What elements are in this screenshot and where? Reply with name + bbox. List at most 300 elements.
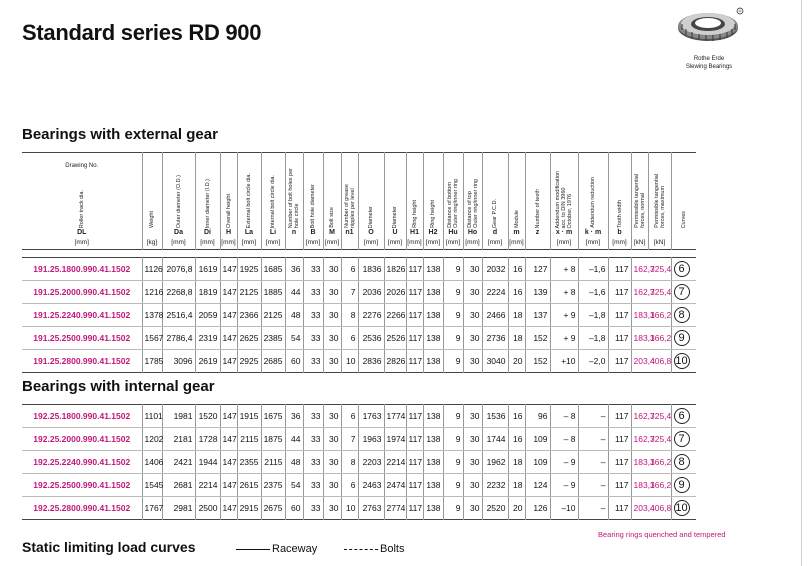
curve-cell [671, 428, 696, 451]
cell-ho: 30 [463, 497, 482, 520]
registered-mark: ® [738, 8, 742, 14]
cell-li: 1875 [261, 428, 285, 451]
cell-d: 2736 [482, 327, 508, 350]
cell-h: 147 [220, 350, 237, 373]
cell-xm: – 9 [550, 474, 578, 497]
cell-da: 2786,4 [162, 327, 195, 350]
cell-u: 1974 [384, 428, 406, 451]
curve-cell [671, 304, 696, 327]
header-symbol: H2 [428, 229, 438, 236]
header-desc: Weight [149, 210, 155, 228]
cell-li: 1685 [261, 258, 285, 281]
header-desc: Roller track dia. [78, 189, 85, 228]
header-unit: [mm] [465, 239, 480, 246]
tangential-force-cell [631, 350, 655, 373]
header-symbol: B [310, 229, 316, 236]
cell-xm: +10 [550, 350, 578, 373]
dashed-line-icon [344, 549, 378, 550]
header-desc: Addendum modification acc. to DIN 3960 October, 1976 [555, 170, 573, 228]
cell-la: 1915 [237, 405, 261, 428]
cell-u: 1826 [384, 258, 406, 281]
cell-u: 2474 [384, 474, 406, 497]
header-desc: Module [513, 209, 520, 228]
curve-number-badge: 8 [674, 454, 690, 470]
header-unit: [mm] [487, 239, 503, 246]
cell-m: 30 [323, 304, 341, 327]
cell-km: – [578, 405, 608, 428]
cell-kg: 1216 [142, 281, 162, 304]
table-row [22, 327, 696, 350]
table-row [22, 474, 696, 497]
cell-la: 2625 [237, 327, 261, 350]
cell-di: 2319 [195, 327, 220, 350]
cell-li: 2115 [261, 451, 285, 474]
cell-mod: 16 [508, 281, 525, 304]
table-row [22, 428, 696, 451]
legend-bolts [344, 543, 404, 555]
header-cell [578, 153, 608, 250]
header-unit: [mm] [363, 239, 379, 246]
cell-ho: 30 [463, 304, 482, 327]
tangential-force-max-cell [648, 405, 671, 428]
drawing-number-cell: 191.25.2800.990.41.1502 [22, 350, 142, 373]
header-unit: [mm] [265, 239, 281, 246]
header-desc: Distance of top Outer ring/inner ring [466, 179, 479, 228]
tangential-force-max-cell [648, 327, 671, 350]
cell-ho: 30 [463, 258, 482, 281]
cell-d: 1744 [482, 428, 508, 451]
cell-la: 2915 [237, 497, 261, 520]
cell-mod: 18 [508, 474, 525, 497]
cell-d: 1536 [482, 405, 508, 428]
cell-hu: 9 [443, 304, 463, 327]
cell-di: 2500 [195, 497, 220, 520]
cell-d: 2232 [482, 474, 508, 497]
cell-m: 30 [323, 350, 341, 373]
drawing-number-cell: 192.25.1800.990.41.1502 [22, 405, 142, 428]
cell-h1: 117 [406, 428, 423, 451]
tangential-force-cell [631, 451, 655, 474]
header-desc: Addendum reduction [590, 177, 596, 228]
header-symbol: Da [174, 229, 183, 236]
header-symbol: x · m [555, 229, 573, 236]
cell-bw: 117 [608, 281, 631, 304]
cell-mod: 16 [508, 258, 525, 281]
cell-u: 1774 [384, 405, 406, 428]
cell-la: 1925 [237, 258, 261, 281]
header-unit: [mm] [221, 239, 236, 246]
curve-number-badge: 6 [674, 408, 690, 424]
header-desc: Diameter [392, 205, 398, 228]
cell-z: 109 [525, 428, 550, 451]
cell-h2: 138 [423, 281, 443, 304]
cell-km: –1,6 [578, 258, 608, 281]
header-cell [648, 153, 671, 250]
tangential-force-cell [631, 497, 655, 520]
header-unit: [mm] [556, 239, 572, 246]
cell-o: 1763 [358, 405, 384, 428]
header-cell [423, 153, 443, 250]
cell-o: 2036 [358, 281, 384, 304]
cell-li: 2375 [261, 474, 285, 497]
header-desc: External bolt circle dia. [246, 172, 252, 228]
cell-n: 54 [285, 474, 303, 497]
cell-d: 2224 [482, 281, 508, 304]
legend-raceway-label: Raceway [272, 543, 318, 555]
heat-treatment-note: Bearing rings quenched and tempered [598, 530, 726, 539]
cell-kg: 1567 [142, 327, 162, 350]
cell-o: 1963 [358, 428, 384, 451]
cell-o: 2536 [358, 327, 384, 350]
cell-b: 33 [303, 350, 323, 373]
drawing-number-cell: 191.25.2000.990.41.1502 [22, 281, 142, 304]
cell-z: 127 [525, 258, 550, 281]
force-maximum: 325,4 [650, 434, 672, 444]
force-maximum: 366,2 [650, 310, 672, 320]
header-desc: Permissible tangential forces, maximum [653, 174, 666, 228]
tangential-force-cell [631, 474, 655, 497]
cell-di: 2619 [195, 350, 220, 373]
header-cell [508, 153, 525, 250]
cell-da: 2421 [162, 451, 195, 474]
cell-h: 147 [220, 281, 237, 304]
cell-kg: 1202 [142, 428, 162, 451]
cell-da: 2181 [162, 428, 195, 451]
section-title-external: Bearings with external gear [22, 126, 218, 143]
tangential-force-cell [631, 304, 655, 327]
cell-n: 48 [285, 304, 303, 327]
header-symbol: n [291, 229, 297, 236]
cell-n1: 6 [341, 405, 358, 428]
force-normal: 162,7 [633, 264, 655, 274]
cell-h2: 138 [423, 474, 443, 497]
header-symbol: k · m [584, 229, 602, 236]
cell-la: 2115 [237, 428, 261, 451]
cell-xm: + 8 [550, 258, 578, 281]
cell-h1: 117 [406, 304, 423, 327]
cell-kg: 1545 [142, 474, 162, 497]
cell-di: 1728 [195, 428, 220, 451]
header-unit: [mm] [74, 239, 89, 246]
cell-h: 147 [220, 474, 237, 497]
cell-bw: 117 [608, 350, 631, 373]
tangential-force-cell [631, 405, 655, 428]
cell-h: 147 [220, 327, 237, 350]
cell-m: 30 [323, 474, 341, 497]
cell-di: 1619 [195, 258, 220, 281]
cell-m: 30 [323, 451, 341, 474]
cell-da: 2681 [162, 474, 195, 497]
cell-mod: 18 [508, 327, 525, 350]
cell-di: 1819 [195, 281, 220, 304]
cell-km: – [578, 451, 608, 474]
header-desc: Number of teeth [534, 188, 541, 228]
force-normal: 183,1 [633, 333, 655, 343]
cell-li: 2685 [261, 350, 285, 373]
cell-mod: 18 [508, 304, 525, 327]
cell-m: 30 [323, 258, 341, 281]
cell-bw: 117 [608, 258, 631, 281]
cell-n1: 8 [341, 304, 358, 327]
cell-di: 2214 [195, 474, 220, 497]
force-normal: 183,1 [633, 457, 655, 467]
tangential-force-max-cell [648, 281, 671, 304]
cell-mod: 20 [508, 350, 525, 373]
cell-hu: 9 [443, 327, 463, 350]
cell-xm: – 9 [550, 451, 578, 474]
cell-da: 1981 [162, 405, 195, 428]
header-desc: Gear P.C.D. [492, 198, 498, 228]
header-cell [550, 153, 578, 250]
header-cell [358, 153, 384, 250]
header-cell [463, 153, 482, 250]
section-title-internal: Bearings with internal gear [22, 378, 215, 395]
cell-h1: 117 [406, 350, 423, 373]
cell-kg: 1101 [142, 405, 162, 428]
cell-di: 2059 [195, 304, 220, 327]
cell-km: – [578, 428, 608, 451]
header-symbol: n1 [345, 229, 354, 236]
tangential-force-max-cell [648, 497, 671, 520]
header-symbol: m [513, 229, 520, 236]
cell-b: 33 [303, 258, 323, 281]
table-row [22, 258, 696, 281]
logo-line-2: Slewing Bearings [685, 64, 733, 70]
cell-ho: 30 [463, 350, 482, 373]
tangential-force-max-cell [648, 451, 671, 474]
header-unit: [kg] [146, 239, 158, 246]
cell-m: 30 [323, 428, 341, 451]
cell-hu: 9 [443, 258, 463, 281]
cell-bw: 117 [608, 405, 631, 428]
cell-b: 33 [303, 497, 323, 520]
page-title: Standard series RD 900 [22, 20, 262, 45]
header-unit: [mm] [425, 239, 441, 246]
cell-o: 2276 [358, 304, 384, 327]
header-desc: Internal bolt circle dia. [270, 174, 276, 228]
cell-d: 2520 [482, 497, 508, 520]
force-maximum: 325,4 [650, 287, 672, 297]
header-symbol: O [368, 229, 374, 236]
cell-hu: 9 [443, 474, 463, 497]
cell-d: 2466 [482, 304, 508, 327]
curve-number-badge: 10 [675, 502, 688, 514]
tangential-force-cell [631, 281, 655, 304]
header-symbol [649, 228, 671, 238]
cell-h: 147 [220, 451, 237, 474]
cell-h1: 117 [406, 258, 423, 281]
header-unit: [mm] [200, 239, 215, 246]
header-desc: Bolt size [329, 207, 335, 228]
header-symbol: DL [77, 229, 87, 236]
cell-km: – [578, 497, 608, 520]
cell-hu: 9 [443, 281, 463, 304]
cell-h2: 138 [423, 350, 443, 373]
header-symbol: La [244, 229, 254, 236]
header-unit: [mm] [387, 239, 403, 246]
cell-li: 1675 [261, 405, 285, 428]
tangential-force-cell [631, 428, 655, 451]
cell-n: 36 [285, 258, 303, 281]
curve-cell [671, 405, 696, 428]
cell-km: –1,6 [578, 281, 608, 304]
cell-da: 3096 [162, 350, 195, 373]
cell-n: 54 [285, 327, 303, 350]
force-normal: 203,4 [633, 356, 655, 366]
curve-cell [671, 258, 696, 281]
cell-bw: 117 [608, 474, 631, 497]
cell-hu: 9 [443, 497, 463, 520]
cell-z: 137 [525, 304, 550, 327]
header-unit: [mm] [324, 239, 340, 246]
cell-n: 44 [285, 281, 303, 304]
cell-hu: 9 [443, 405, 463, 428]
header-cell [323, 153, 341, 250]
header-cell [195, 153, 220, 250]
header-cell [341, 153, 358, 250]
header-unit [342, 238, 358, 249]
header-cell [162, 153, 195, 250]
cell-z: 109 [525, 451, 550, 474]
header-symbol: U [392, 229, 398, 236]
header-symbol: Di [204, 229, 211, 236]
force-maximum: 325,4 [650, 264, 672, 274]
header-desc: Distance of bottom Outer ring/inner ring [447, 179, 459, 228]
header-unit: [mm] [612, 239, 627, 246]
tangential-force-max-cell [648, 350, 671, 373]
cell-u: 2774 [384, 497, 406, 520]
curve-cell [671, 350, 696, 373]
curve-number-badge: 6 [674, 261, 690, 277]
cell-n: 44 [285, 428, 303, 451]
cell-kg: 1126 [142, 258, 162, 281]
cell-ho: 30 [463, 428, 482, 451]
cell-h2: 138 [423, 451, 443, 474]
cell-n1: 7 [341, 281, 358, 304]
force-maximum: 406,8 [650, 356, 672, 366]
cell-m: 30 [323, 281, 341, 304]
header-symbol: d [492, 229, 498, 236]
cell-xm: –10 [550, 497, 578, 520]
header-desc: Diameter [368, 205, 374, 228]
cell-xm: – 8 [550, 428, 578, 451]
header-desc: Curves [680, 210, 687, 228]
force-maximum: 406,8 [650, 503, 672, 513]
cell-z: 126 [525, 497, 550, 520]
cell-hu: 9 [443, 428, 463, 451]
curve-cell [671, 281, 696, 304]
cell-ho: 30 [463, 451, 482, 474]
legend-raceway [236, 543, 317, 555]
header-desc: Outer diameter (O.D.) [175, 174, 182, 228]
cell-z: 152 [525, 350, 550, 373]
cell-km: –2,0 [578, 350, 608, 373]
cell-o: 2203 [358, 451, 384, 474]
header-cell [285, 153, 303, 250]
tangential-force-cell [631, 327, 655, 350]
cell-ho: 30 [463, 474, 482, 497]
table-row [22, 281, 696, 304]
cell-h2: 138 [423, 497, 443, 520]
cell-u: 2526 [384, 327, 406, 350]
header-cell [142, 153, 162, 250]
cell-h2: 138 [423, 327, 443, 350]
table-row [22, 304, 696, 327]
cell-u: 2266 [384, 304, 406, 327]
cell-h1: 117 [406, 405, 423, 428]
cell-hu: 9 [443, 350, 463, 373]
curve-number-badge: 8 [674, 307, 690, 323]
cell-bw: 117 [608, 304, 631, 327]
header-unit [286, 238, 303, 249]
curve-number-badge: 7 [674, 284, 690, 300]
cell-la: 2615 [237, 474, 261, 497]
cell-u: 2214 [384, 451, 406, 474]
force-maximum: 366,2 [650, 480, 672, 490]
cell-da: 2268,8 [162, 281, 195, 304]
cell-n1: 6 [341, 258, 358, 281]
cell-h: 147 [220, 428, 237, 451]
drawing-number-cell: 192.25.2240.990.41.1502 [22, 451, 142, 474]
cell-ho: 30 [463, 405, 482, 428]
tangential-force-max-cell [648, 304, 671, 327]
cell-n: 36 [285, 405, 303, 428]
section-title-curves: Static limiting load curves [22, 539, 196, 555]
header-cell [220, 153, 237, 250]
cell-xm: + 9 [550, 327, 578, 350]
cell-li: 1885 [261, 281, 285, 304]
header-cell [22, 153, 142, 250]
cell-kg: 1378 [142, 304, 162, 327]
header-cell [406, 153, 423, 250]
cell-h: 147 [220, 497, 237, 520]
cell-m: 30 [323, 497, 341, 520]
header-symbol: Hu [448, 229, 458, 236]
force-maximum: 366,2 [650, 457, 672, 467]
cell-h: 147 [220, 405, 237, 428]
cell-n: 60 [285, 350, 303, 373]
cell-h: 147 [220, 304, 237, 327]
cell-li: 2125 [261, 304, 285, 327]
cell-mod: 16 [508, 428, 525, 451]
cell-h2: 138 [423, 304, 443, 327]
curve-cell [671, 327, 696, 350]
cell-di: 1520 [195, 405, 220, 428]
cell-li: 2675 [261, 497, 285, 520]
force-normal: 183,1 [633, 310, 655, 320]
cell-b: 33 [303, 451, 323, 474]
cell-z: 96 [525, 405, 550, 428]
curve-number-badge: 7 [674, 431, 690, 447]
header-unit: [kN] [633, 239, 646, 246]
header-unit: [kN] [653, 239, 666, 246]
header-desc: Permissible tangential forces, normal [633, 174, 646, 228]
header-symbol [632, 228, 648, 238]
cell-bw: 117 [608, 451, 631, 474]
cell-u: 2026 [384, 281, 406, 304]
cell-da: 2076,8 [162, 258, 195, 281]
cell-d: 3040 [482, 350, 508, 373]
header-desc: Tooth width [616, 200, 623, 228]
cell-mod: 16 [508, 405, 525, 428]
cell-h1: 117 [406, 327, 423, 350]
cell-la: 2366 [237, 304, 261, 327]
header-desc: Inner diameter (I.D.) [204, 178, 211, 228]
cell-xm: – 8 [550, 405, 578, 428]
cell-la: 2355 [237, 451, 261, 474]
header-unit: [mm] [171, 239, 186, 246]
drawing-no-label: Drawing No. [65, 163, 99, 169]
